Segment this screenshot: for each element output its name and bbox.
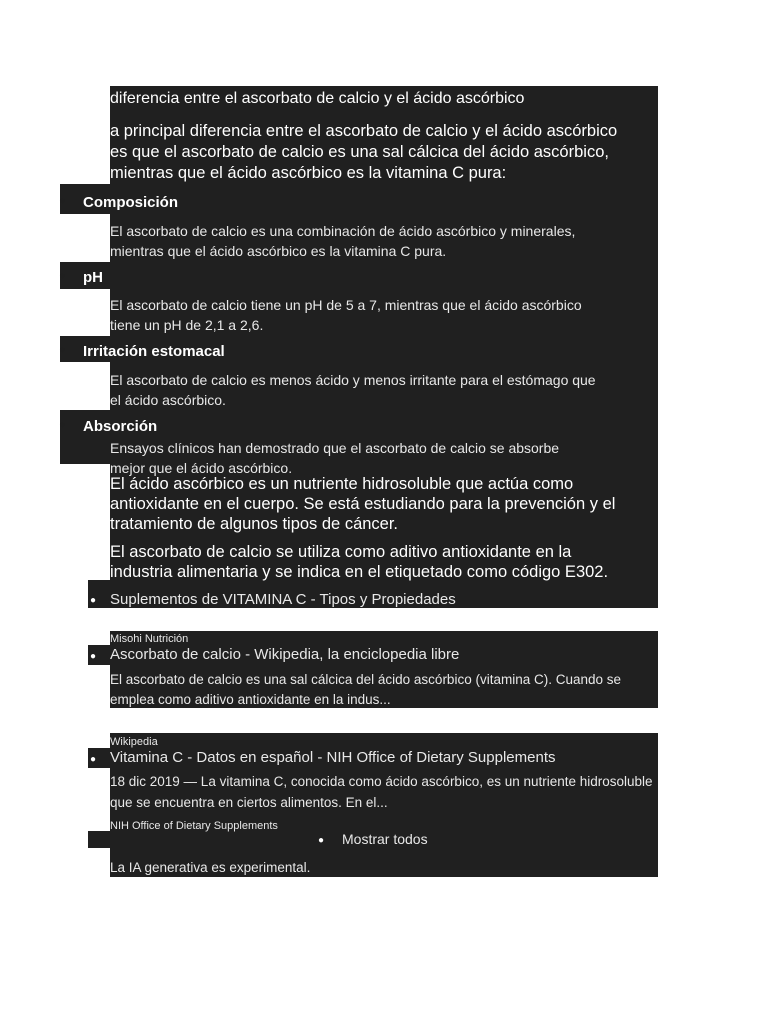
link-2-source: Wikipedia bbox=[110, 736, 158, 748]
bullet-absorcion: ● bbox=[59, 419, 66, 431]
link-1-source: Misohi Nutrición bbox=[110, 633, 189, 645]
section-text-irritacion-2: el ácido ascórbico. bbox=[110, 392, 226, 408]
intro-line-1: a principal diferencia entre el ascorbato de calcio y el ácido ascórbico bbox=[110, 122, 618, 140]
link-2-snippet-1: El ascorbato de calcio es una sal cálcica del ácido ascórbico (vitamina C). Cuando se bbox=[110, 672, 622, 687]
section-label-ph: pH bbox=[83, 269, 103, 286]
link-1-title[interactable]: Suplementos de VITAMINA C - Tipos y Propiedades bbox=[110, 591, 456, 608]
link-3-snippet-2: que se encuentra en ciertos alimentos. En el... bbox=[110, 795, 388, 810]
section-text-composicion-2: mientras que el ácido ascórbico es la vitamina C pura. bbox=[110, 243, 447, 259]
paragraph-2-line-2: industria alimentaria y se indica en el etiquetado como código E302. bbox=[110, 563, 609, 581]
section-text-irritacion-1: El ascorbato de calcio es menos ácido y menos irritante para el estómago que bbox=[110, 372, 596, 388]
link-3-title[interactable]: Vitamina C - Datos en español - NIH Office of Dietary Supplements bbox=[110, 749, 556, 766]
link-3-source: NIH Office of Dietary Supplements bbox=[110, 820, 278, 832]
page-title: diferencia entre el ascorbato de calcio y el ácido ascórbico bbox=[110, 90, 525, 107]
paragraph-2-line-1: El ascorbato de calcio se utiliza como aditivo antioxidante en la bbox=[110, 543, 572, 561]
bullet-composicion: ● bbox=[59, 195, 66, 207]
bullet-irritacion: ● bbox=[59, 344, 66, 356]
link-3-snippet-1: 18 dic 2019 — La vitamina C, conocida como ácido ascórbico, es un nutriente hidrosoluble bbox=[110, 774, 653, 789]
section-text-ph-2: tiene un pH de 2,1 a 2,6. bbox=[110, 317, 264, 333]
show-all-bullet: ● bbox=[318, 835, 325, 846]
section-label-absorcion: Absorción bbox=[83, 418, 158, 435]
link-3-bullet: ● bbox=[90, 754, 97, 765]
paragraph-1-line-3: tratamiento de algunos tipos de cáncer. bbox=[110, 515, 399, 533]
paragraph-1-line-1: El ácido ascórbico es un nutriente hidrosoluble que actúa como bbox=[110, 475, 574, 493]
bullet-ph: ● bbox=[59, 270, 66, 282]
section-text-composicion-1: El ascorbato de calcio es una combinación de ácido ascórbico y minerales, bbox=[110, 223, 576, 239]
link-2-snippet-2: emplea como aditivo antioxidante en la indus... bbox=[110, 692, 391, 707]
section-text-absorcion-1: Ensayos clínicos han demostrado que el ascorbato de calcio se absorbe bbox=[110, 440, 560, 456]
section-label-irritacion: Irritación estomacal bbox=[83, 343, 225, 360]
section-label-composicion: Composición bbox=[83, 194, 179, 211]
intro-line-2: es que el ascorbato de calcio es una sal cálcica del ácido ascórbico, bbox=[110, 143, 609, 161]
link-2-title[interactable]: Ascorbato de calcio - Wikipedia, la enciclopedia libre bbox=[110, 646, 460, 663]
section-text-absorcion-2: mejor que el ácido ascórbico. bbox=[110, 460, 293, 476]
link-1-bullet: ● bbox=[90, 595, 97, 606]
intro-line-3: mientras que el ácido ascórbico es la vitamina C pura: bbox=[110, 164, 507, 182]
paragraph-1-line-2: antioxidante en el cuerpo. Se está estudiando para la prevención y el bbox=[110, 495, 616, 513]
dark-block-show-all-bullet bbox=[88, 831, 110, 848]
section-text-ph-1: El ascorbato de calcio tiene un pH de 5 a 7, mientras que el ácido ascórbico bbox=[110, 297, 582, 313]
show-all-button[interactable]: Mostrar todos bbox=[342, 831, 428, 847]
link-2-bullet: ● bbox=[90, 651, 97, 662]
disclaimer: La IA generativa es experimental. bbox=[110, 860, 311, 875]
